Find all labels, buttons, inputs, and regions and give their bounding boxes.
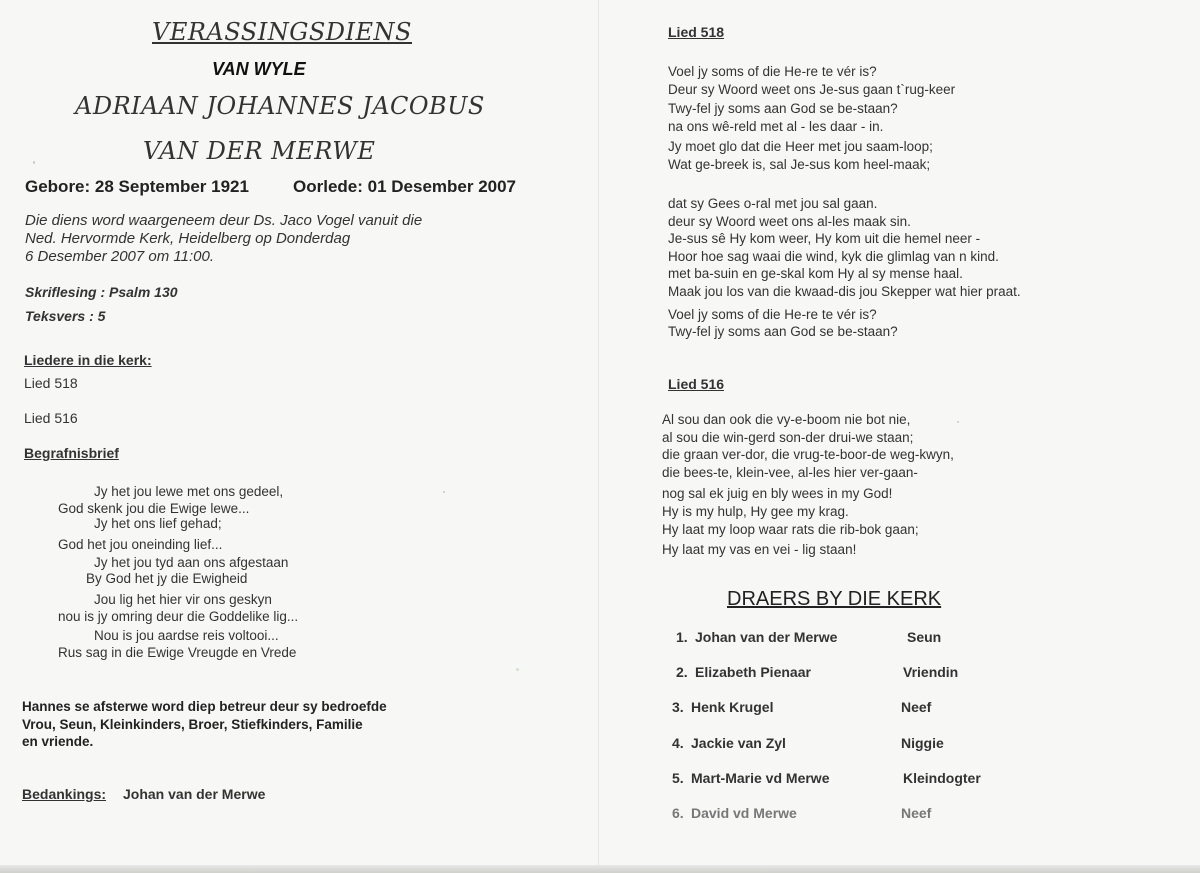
poem-line: Rus sag in die Ewige Vreugde en Vrede — [58, 645, 297, 660]
lyric-line: Al sou dan ook die vy-e-boom nie bot nie, — [662, 412, 911, 427]
pallbearer-relation: Neef — [901, 805, 932, 821]
service-line: 6 Desember 2007 om 11:00. — [25, 248, 215, 265]
song2-title: Lied 516 — [668, 376, 725, 392]
lyric-line: Twy-fel jy soms aan God se be-staan? — [668, 101, 898, 117]
lyric-line: die bees-te, klein-vee, al-les hier ver-gaan- — [662, 464, 918, 480]
pallbearer-name: Mart-Marie vd Merwe — [691, 770, 830, 786]
mourners-line: Vrou, Seun, Kleinkinders, Broer, Stiefkinders, Familie — [22, 716, 363, 732]
lyric-line: deur sy Woord weet ons al-les maak sin. — [668, 213, 911, 229]
lyric-line: na ons wê-reld met al - les daar - in. — [668, 118, 884, 134]
center-fold — [598, 0, 599, 873]
pallbearer-relation: Kleindogter — [903, 770, 981, 786]
service-line: Die diens word waargeneem deur Ds. Jaco Vogel vanuit die — [25, 212, 423, 229]
lyric-line: dat sy Gees o-ral met jou sal gaan. — [668, 196, 878, 211]
death-date: Oorlede: 01 Desember 2007 — [293, 177, 517, 196]
song2-block — [662, 411, 954, 559]
page-edge — [0, 865, 1200, 873]
mourners-notice — [22, 698, 387, 751]
scan-speck — [957, 421, 959, 423]
lyric-line: Hoor hoe sag waai die wind, kyk die glimlag van n kind. — [668, 248, 999, 264]
lyric-line: nog sal ek juig en bly wees in my God! — [662, 486, 893, 502]
lyric-line: Maak jou los van die kwaad-dis jou Skepper wat hier praat. — [668, 283, 1021, 299]
mourners-line: en vriende. — [22, 734, 94, 749]
deceased-name-line1: ADRIAAN JOHANNES JACOBUS — [75, 92, 485, 120]
funeral-letter-heading: Begrafnisbrief — [24, 445, 119, 461]
scan-speck — [443, 491, 445, 493]
lyric-line: Hy laat my vas en vei - lig staan! — [662, 542, 857, 558]
service-details — [25, 212, 422, 266]
thanks-name: Johan van der Merwe — [123, 786, 266, 802]
lyric-line: Voel jy soms of die He-re te vér is? — [668, 64, 877, 79]
pallbearer-name: Elizabeth Pienaar — [695, 664, 811, 680]
pallbearer-name: Johan van der Merwe — [695, 629, 838, 645]
lyric-line: Wat ge-breek is, sal Je-sus kom heel-maak; — [668, 156, 931, 172]
poem-line: Jy het ons lief gehad; — [94, 516, 222, 531]
scan-speck — [516, 668, 519, 671]
poem-line: Jy het jou tyd aan ons afgestaan — [94, 555, 289, 570]
poem-line: Nou is jou aardse reis voltooi... — [94, 628, 279, 643]
service-line: Ned. Hervormde Kerk, Heidelberg op Donderdag — [25, 230, 351, 247]
poem-line: nou is jy omring deur die Goddelike lig... — [58, 609, 299, 624]
service-title: VERASSINGSDIENS — [152, 18, 412, 46]
text-verse: Teksvers : 5 — [25, 308, 106, 324]
lyric-line: Deur sy Woord weet ons Je-sus gaan t`rug-keer — [668, 81, 956, 97]
van-wyle: VAN WYLE — [212, 59, 306, 79]
deceased-name-line2: VAN DER MERWE — [143, 137, 376, 165]
lyric-line: Hy laat my loop waar rats die rib-bok gaan; — [662, 521, 919, 537]
hymn-item: Lied 518 — [24, 375, 78, 391]
lyric-line: die graan ver-dor, die vrug-te-boor-de weg-kwyn, — [662, 447, 954, 463]
pallbearer-name: Jackie van Zyl — [691, 735, 786, 751]
birth-date: Gebore: 28 September 1921 — [25, 177, 249, 196]
poem-line: God het jou oneinding lief... — [58, 537, 223, 552]
lyric-line: met ba-suin en ge-skal kom Hy al sy mense haal. — [668, 266, 963, 282]
pallbearer-name: Henk Krugel — [691, 699, 774, 715]
pallbearer-relation: Neef — [901, 699, 932, 715]
song1-block-a — [668, 63, 955, 174]
poem-line: Jou lig het hier vir ons geskyn — [94, 592, 272, 607]
pallbearer-number: 5. — [672, 770, 684, 786]
lyric-line: Twy-fel jy soms aan God se be-staan? — [668, 324, 898, 340]
hymn-item: Lied 516 — [24, 410, 78, 426]
pallbearer-number: 2. — [676, 664, 688, 680]
poem-line: God skenk jou die Ewige lewe... — [58, 501, 250, 516]
pallbearer-relation: Niggie — [901, 735, 944, 751]
pallbearer-name: David vd Merwe — [691, 805, 797, 821]
song1-block-b — [668, 195, 1021, 341]
pallbearer-number: 6. — [672, 805, 684, 821]
lyric-line: Hy is my hulp, Hy gee my krag. — [662, 503, 849, 519]
hymns-heading: Liedere in die kerk: — [24, 352, 152, 368]
lyric-line: Jy moet glo dat die Heer met jou saam-loop; — [668, 139, 933, 155]
song1-title: Lied 518 — [668, 24, 725, 40]
mourners-line: Hannes se afsterwe word diep betreur deur sy bedroefde — [22, 699, 387, 714]
lyric-line: Voel jy soms of die He-re te vér is? — [668, 306, 877, 322]
lyric-line: al sou die win-gerd son-der drui-we staan; — [662, 429, 914, 445]
poem-line: Jy het jou lewe met ons gedeel, — [94, 484, 284, 499]
pallbearer-number: 1. — [676, 629, 688, 645]
scripture-reading: Skriflesing : Psalm 130 — [25, 284, 178, 300]
pallbearers-title: DRAERS BY DIE KERK — [727, 588, 942, 610]
poem-line: By God het jy die Ewigheid — [86, 571, 248, 586]
pallbearer-number: 3. — [672, 699, 684, 715]
pallbearer-number: 4. — [672, 735, 684, 751]
pallbearer-relation: Seun — [907, 629, 942, 645]
pallbearer-relation: Vriendin — [903, 664, 959, 680]
thanks-label: Bedankings: — [22, 786, 107, 802]
lyric-line: Je-sus sê Hy kom weer, Hy kom uit die hemel neer - — [668, 231, 981, 247]
scan-speck — [33, 161, 35, 164]
